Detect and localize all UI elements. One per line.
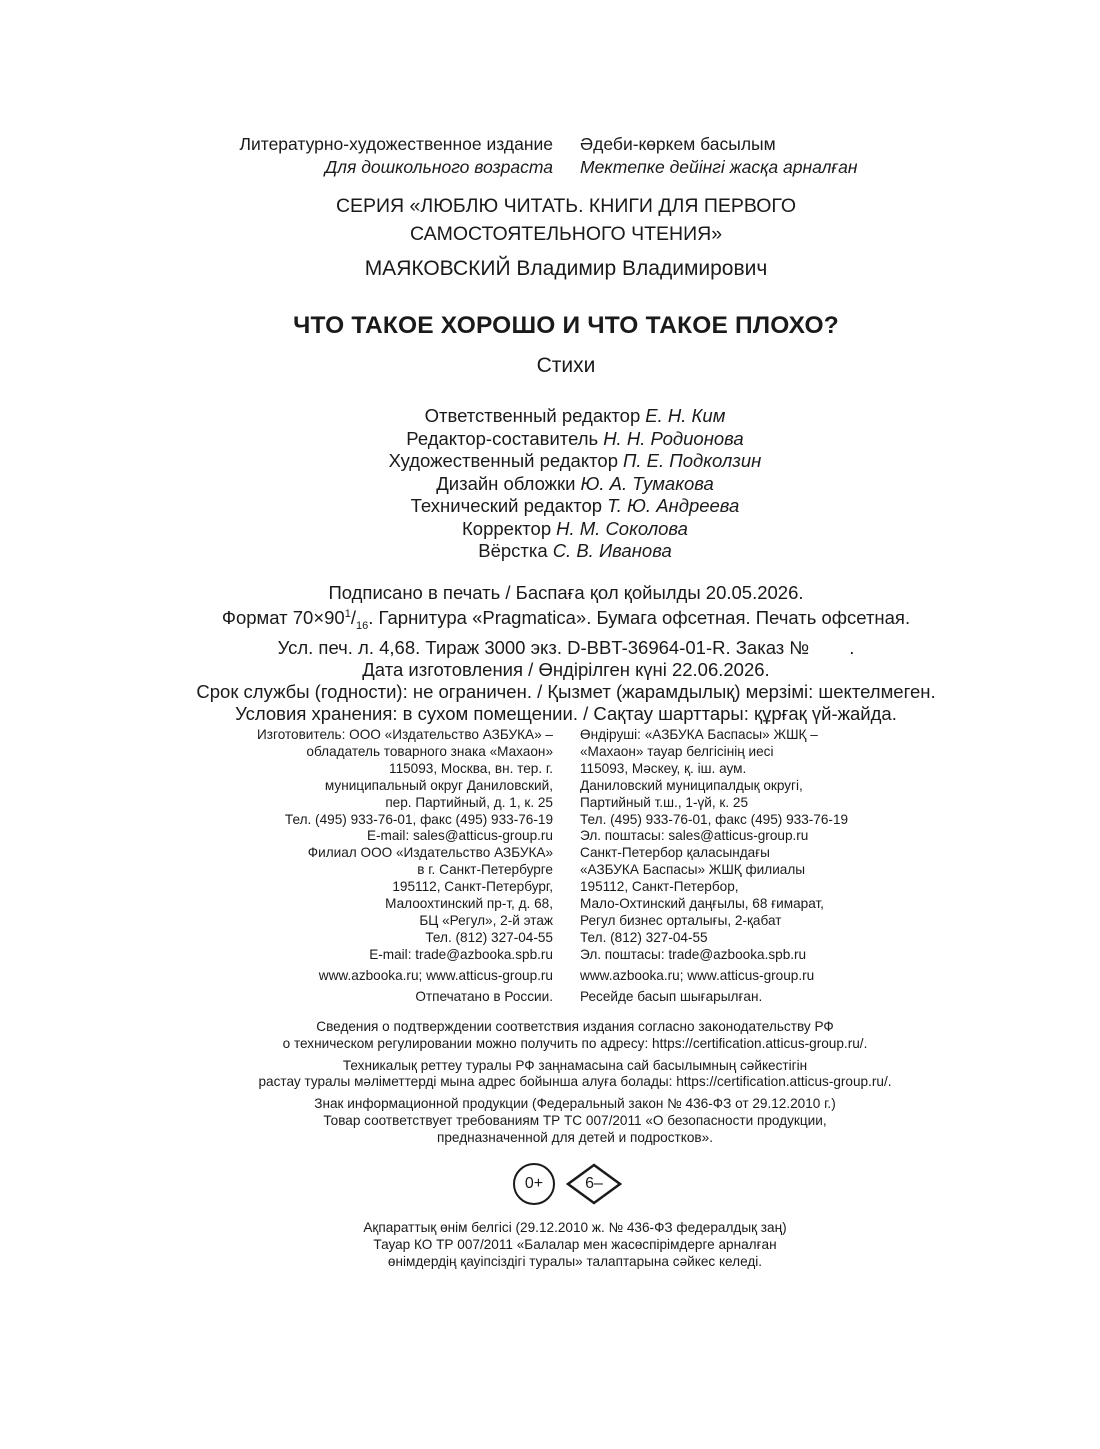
format-line: Формат $70\times 90^1/_{16}$. Гарнитура «Pragmatica». Бумага офсетная. Печать офсетная. [221,606,911,632]
edition-type-kz: Әдеби-көркем басылым [580,134,776,154]
credit-person: Н. Н. Родионова [603,427,744,449]
age-rating-diamond-label: 6– [585,1175,603,1192]
age-rating-circle-label: 0+ [524,1175,544,1192]
service-life: Срок службы (годности): не ограничен. / Қызмет (жарамдылық) мерзімі: шектелмеген. [196,681,936,703]
info-product-sign-kz: Ақпараттық өнім белгісі (29.12.2010 ж. № 436-ФЗ федералдық заң) Тауар КО ТР 007/2011 «Балалар мен жасөспірімдерге арналған өнімдердің қауіпсіздігі туралы» талаптарына сәйкес келеді. [363,1220,787,1269]
series-line: САМОСТОЯТЕЛЬНОГО ЧТЕНИЯ» [409,223,723,245]
age-group-kz: Мектепке дейінгі жасқа арналған [580,157,858,177]
signed-date: Подписано в печать / Баспаға қол қойылды 20.05.2026. [328,582,804,603]
info-product-sign-ru: Знак информационной продукции (Федеральный закон № 436-ФЗ от 29.12.2010 г.) Товар соответствует требованиям ТР ТС 007/2011 «О безопасности продукции, предназначенной для детей и подростков». [314,1096,836,1145]
credit-person: Т. Ю. Андреева [607,495,740,516]
credit-line [0,450,1100,473]
edition-type-ru: Литературно-художественное издание [239,134,553,154]
credit-person: С. В. Иванова [552,540,672,561]
credit-line [0,405,1100,428]
credit-line [0,473,1100,496]
printed-in-kz: Ресейде басып шығарылған. [580,988,763,1004]
credit-role: Корректор [462,517,552,539]
manufacturer-kz: Өндіруші: «АЗБУКА Баспасы» ЖШҚ – «Махаон» тауар белгісінің иесі 115093, Мәскеу, қ. іш. аум. Даниловский муниципалдық округі, Партийный т.ш., 1-үй, к. 25 Тел. (495) 933-76-01, факс (495) 933-76-19 Эл. поштасы: sales@atticus-group.ru [580,727,849,844]
format-numerator: 1 [344,607,351,620]
websites-kz: www.azbooka.ru; www.atticus-group.ru [580,967,815,983]
format-denominator: 16 [356,619,369,632]
series-line: СЕРИЯ «ЛЮБЛЮ ЧИТАТЬ. КНИГИ ДЛЯ ПЕРВОГО [335,195,797,217]
credit-role: Художественный редактор [388,450,618,471]
credit-person: П. Е. Подколзин [623,450,762,471]
contacts-kz [580,727,848,1006]
credit-role: Редактор-составитель [406,427,599,449]
edition-kz [580,133,857,179]
age-group-ru: Для дошкольного возраста [324,157,553,177]
credit-person: Е. Н. Ким [645,405,726,426]
credit-person: Н. М. Соколова [556,517,688,539]
made-date: Дата изготовления / Өндірілген күні 22.06.2026. [362,659,770,681]
websites-ru: www.azbooka.ru; www.atticus-group.ru [318,967,553,983]
credit-person: Ю. А. Тумакова [580,472,714,494]
book-genre: Стихи [536,354,596,377]
certification-block [0,1019,1100,1152]
sheets-line: Усл. печ. л. 4,68. Тираж 3000 экз. D-BBT-36964-01-R. Заказ № . [277,637,855,659]
age-rating-circle-icon [513,1163,555,1205]
printed-in-ru: Отпечатано в России. [415,988,553,1004]
storage-conditions: Условия хранения: в сухом помещении. / Сақтау шарттары: құрғақ үй-жайда. [235,702,897,724]
credit-role: Дизайн обложки [436,472,576,494]
certification-ru: Сведения о подтверждении соответствия издания согласно законодательству РФ о техническом регулировании можно получить по адресу: https://certification.atticus-group.ru/. [282,1019,868,1051]
credit-line [0,495,1100,518]
branch-ru: Филиал ООО «Издательство АЗБУКА» в г. Санкт-Петербурге 195112, Санкт-Петербург, Малоохтинский пр-т, д. 68, БЦ «Регул», 2-й этаж Тел. (812) 327-04-55 E-mail: trade@azbooka.spb.ru [307,845,553,962]
book-title: ЧТО ТАКОЕ ХОРОШО И ЧТО ТАКОЕ ПЛОХО? [293,312,839,339]
credit-role: Вёрстка [478,540,548,561]
manufacturer-ru: Изготовитель: ООО «Издательство АЗБУКА» – обладатель товарного знака «Махаон» 115093, Москва, вн. тер. г. муниципальный округ Даниловский, пер. Партийный, д. 1, к. 25 Тел. (495) 933-76-01, факс (495) 933-76-19 E-mail: sales@atticus-group.ru [257,727,553,844]
age-rating-diamond-icon [566,1163,622,1205]
certification-kz: Техникалық реттеу туралы РФ заңнамасына сай басылымның сәйкестігін растау туралы мәліметтерді мына адрес бойынша алуға болады: https://certification.atticus-group.ru/. [258,1057,892,1090]
age-rating-signs [0,1163,1100,1205]
credit-line [0,540,1100,563]
credit-line [0,518,1100,541]
series-title [0,192,1100,248]
print-details [0,582,1100,725]
contacts-ru [257,727,553,1006]
branch-kz: Санкт-Петербор қаласындағы «АЗБУКА Баспасы» ЖШҚ филиалы 195112, Санкт-Петербор, Мало-Охтинский даңғылы, 68 ғимарат, Регул бизнес орталығы, 2-қабат Тел. (812) 327-04-55 Эл. поштасы: trade@azbooka.spb.ru [580,845,824,962]
edition-ru [239,133,553,179]
credit-line [0,428,1100,451]
credit-role: Технический редактор [410,495,603,516]
credit-role: Ответственный редактор [424,405,641,426]
credits-list [0,405,1100,563]
author-name: МАЯКОВСКИЙ Владимир Владимирович [364,257,768,280]
